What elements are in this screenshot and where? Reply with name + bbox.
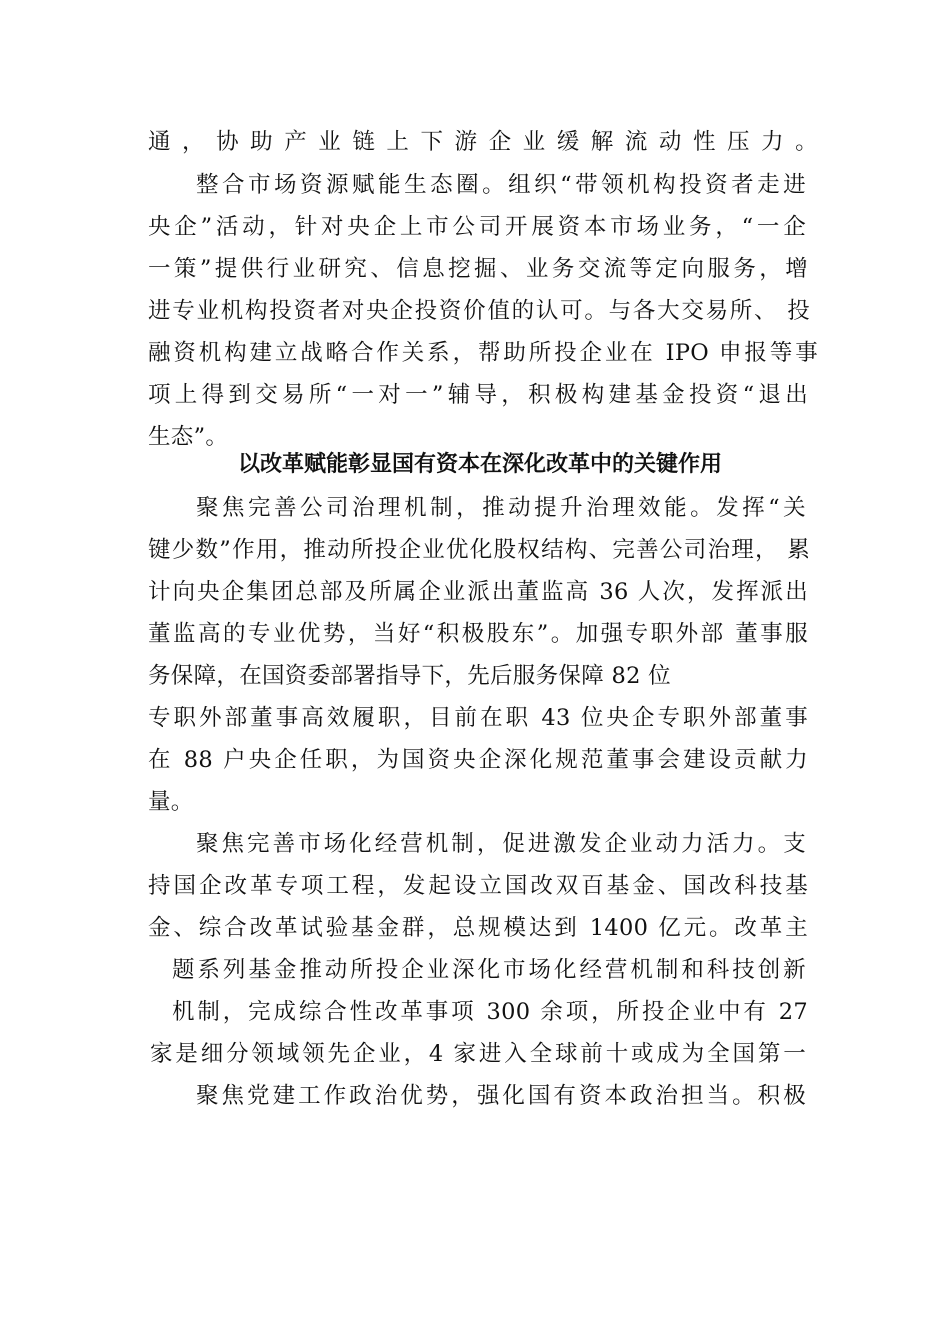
paragraph-line: 生态”。 bbox=[148, 424, 229, 450]
paragraph-line: 聚焦完善市场化经营机制，促进激发企业动力活力。支 bbox=[196, 831, 806, 857]
paragraph-line: 量。 bbox=[148, 789, 194, 815]
paragraph-line: 专职外部董事高效履职，目前在职 43 位央企专职外部董事 bbox=[148, 705, 808, 731]
paragraph-line: 进专业机构投资者对央企投资价值的认可。与各大交易所、 投 bbox=[148, 298, 810, 324]
paragraph-line: 一策”提供行业研究、信息挖掘、业务交流等定向服务，增 bbox=[148, 256, 808, 282]
paragraph-line: 整合市场资源赋能生态圈。组织“带领机构投资者走进 bbox=[196, 172, 806, 198]
paragraph-line: 键少数”作用，推动所投企业优化股权结构、完善公司治理， 累 bbox=[148, 537, 810, 563]
paragraph-line: 聚焦完善公司治理机制，推动提升治理效能。发挥“关 bbox=[196, 495, 806, 521]
paragraph-line: 融资机构建立战略合作关系，帮助所投企业在 IPO 申报等事 bbox=[148, 340, 818, 366]
paragraph-line: 题系列基金推动所投企业深化市场化经营机制和科技创新 bbox=[172, 957, 806, 983]
paragraph-line: 金、综合改革试验基金群，总规模达到 1400 亿元。改革主 bbox=[148, 915, 808, 941]
paragraph-line: 董监高的专业优势，当好“积极股东”。加强专职外部 董事服 bbox=[148, 621, 808, 647]
paragraph-line: 务保障，在国资委部署指导下，先后服务保障 82 位 bbox=[148, 663, 671, 689]
paragraph-line: 机制，完成综合性改革事项 300 余项，所投企业中有 27 bbox=[172, 999, 808, 1025]
paragraph-line: 聚焦党建工作政治优势，强化国有资本政治担当。积极 bbox=[196, 1083, 806, 1109]
paragraph-line: 央企”活动，针对央企上市公司开展资本市场业务，“一企 bbox=[148, 214, 806, 240]
paragraph-line: 持国企改革专项工程，发起设立国改双百基金、国改科技基 bbox=[148, 873, 808, 899]
paragraph-line: 家是细分领域领先企业，4 家进入全球前十或成为全国第一 bbox=[150, 1041, 806, 1067]
paragraph-line: 项上得到交易所“一对一”辅导，积极构建基金投资“退出 bbox=[148, 382, 808, 408]
paragraph-line: 在 88 户央企任职，为国资央企深化规范董事会建设贡献力 bbox=[148, 747, 808, 773]
paragraph-line: 通，协助产业链上下游企业缓解流动性压力。 bbox=[148, 129, 818, 155]
paragraph-line: 计向央企集团总部及所属企业派出董监高 36 人次，发挥派出 bbox=[148, 579, 808, 605]
section-heading: 以改革赋能彰显国有资本在深化改革中的关键作用 bbox=[237, 452, 722, 477]
